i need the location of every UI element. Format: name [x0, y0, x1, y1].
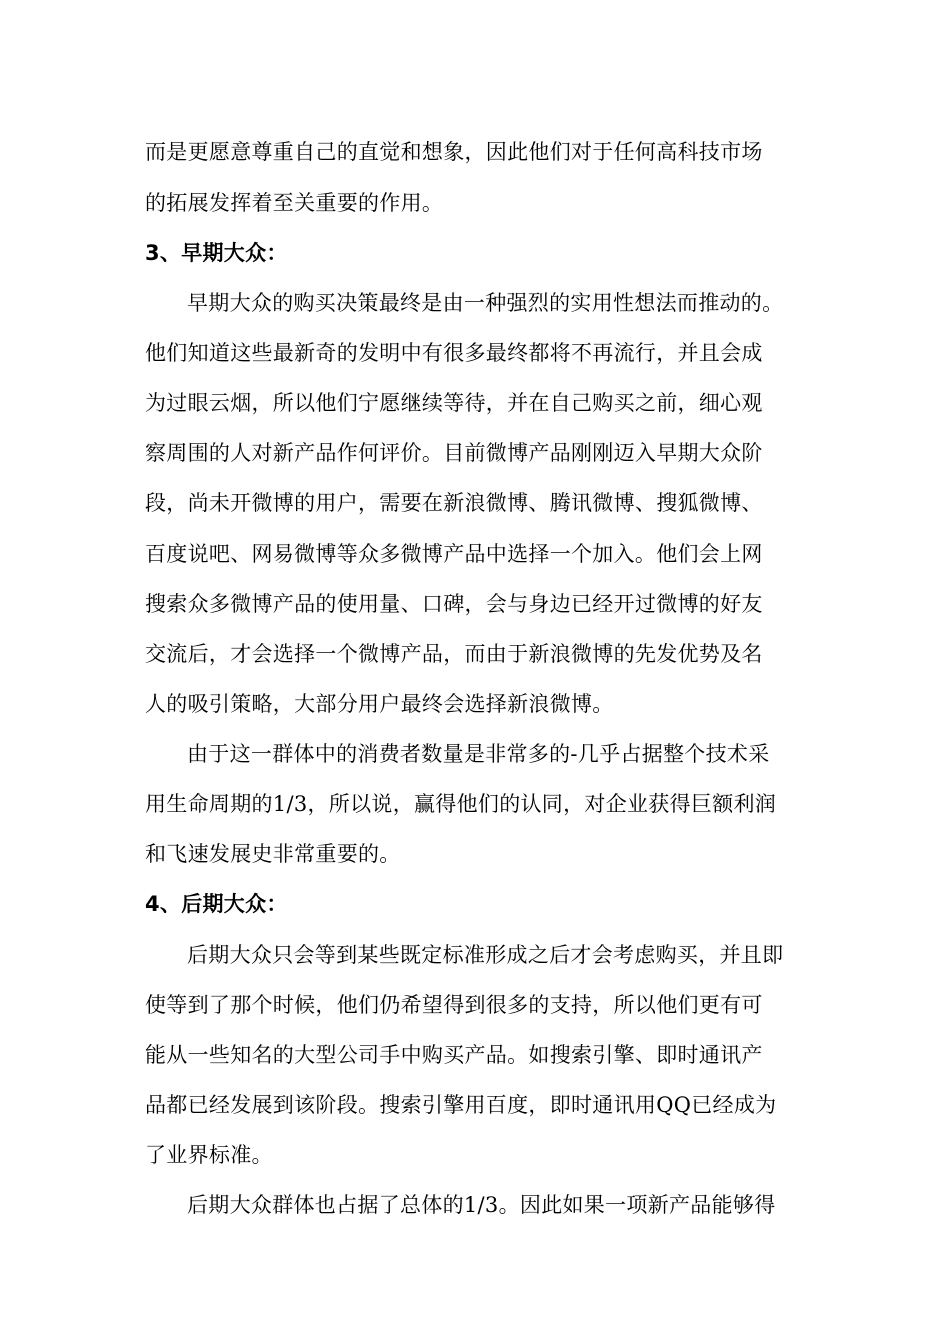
section-heading-early-majority: 3、早期大众： — [145, 241, 288, 265]
body-text-line: 能从一些知名的大型公司手中购买产品。如搜索引擎、即时通讯产 — [145, 1043, 763, 1067]
body-text-line: 和飞速发展史非常重要的。 — [145, 842, 401, 866]
body-text-line: 后期大众只会等到某些既定标准形成之后才会考虑购买，并且即 — [187, 943, 784, 967]
body-text-line: 为过眼云烟，所以他们宁愿继续等待，并在自己购买之前，细心观 — [145, 391, 763, 415]
body-text-line: 后期大众群体也占据了总体的1/3。因此如果一项新产品能够得 — [187, 1193, 776, 1217]
body-text-line: 用生命周期的1/3，所以说，赢得他们的认同，对企业获得巨额利润 — [145, 792, 777, 816]
body-text-line: 交流后，才会选择一个微博产品，而由于新浪微博的先发优势及名 — [145, 642, 763, 666]
body-text-line: 而是更愿意尊重自己的直觉和想象，因此他们对于任何高科技市场 — [145, 140, 763, 164]
body-text-line: 他们知道这些最新奇的发明中有很多最终都将不再流行，并且会成 — [145, 341, 763, 365]
body-text-line: 搜索众多微博产品的使用量、口碑，会与身边已经开过微博的好友 — [145, 592, 763, 616]
body-text-line: 由于这一群体中的消费者数量是非常多的-几乎占据整个技术采 — [187, 742, 770, 766]
body-text-line: 使等到了那个时候，他们仍希望得到很多的支持，所以他们更有可 — [145, 993, 763, 1017]
body-text-line: 人的吸引策略，大部分用户最终会选择新浪微博。 — [145, 692, 614, 716]
body-text-line: 品都已经发展到该阶段。搜索引擎用百度，即时通讯用QQ已经成为 — [145, 1093, 777, 1117]
body-text-line: 的拓展发挥着至关重要的作用。 — [145, 191, 444, 215]
body-text-line: 察周围的人对新产品作何评价。目前微博产品刚刚迈入早期大众阶 — [145, 441, 763, 465]
body-text-line: 早期大众的购买决策最终是由一种强烈的实用性想法而推动的。 — [187, 291, 784, 315]
body-text-line: 段，尚未开微博的用户，需要在新浪微博、腾讯微博、搜狐微博、 — [145, 491, 763, 515]
body-text-line: 百度说吧、网易微博等众多微博产品中选择一个加入。他们会上网 — [145, 542, 763, 566]
section-heading-late-majority: 4、后期大众： — [145, 892, 288, 916]
body-text-line: 了业界标准。 — [145, 1143, 273, 1167]
